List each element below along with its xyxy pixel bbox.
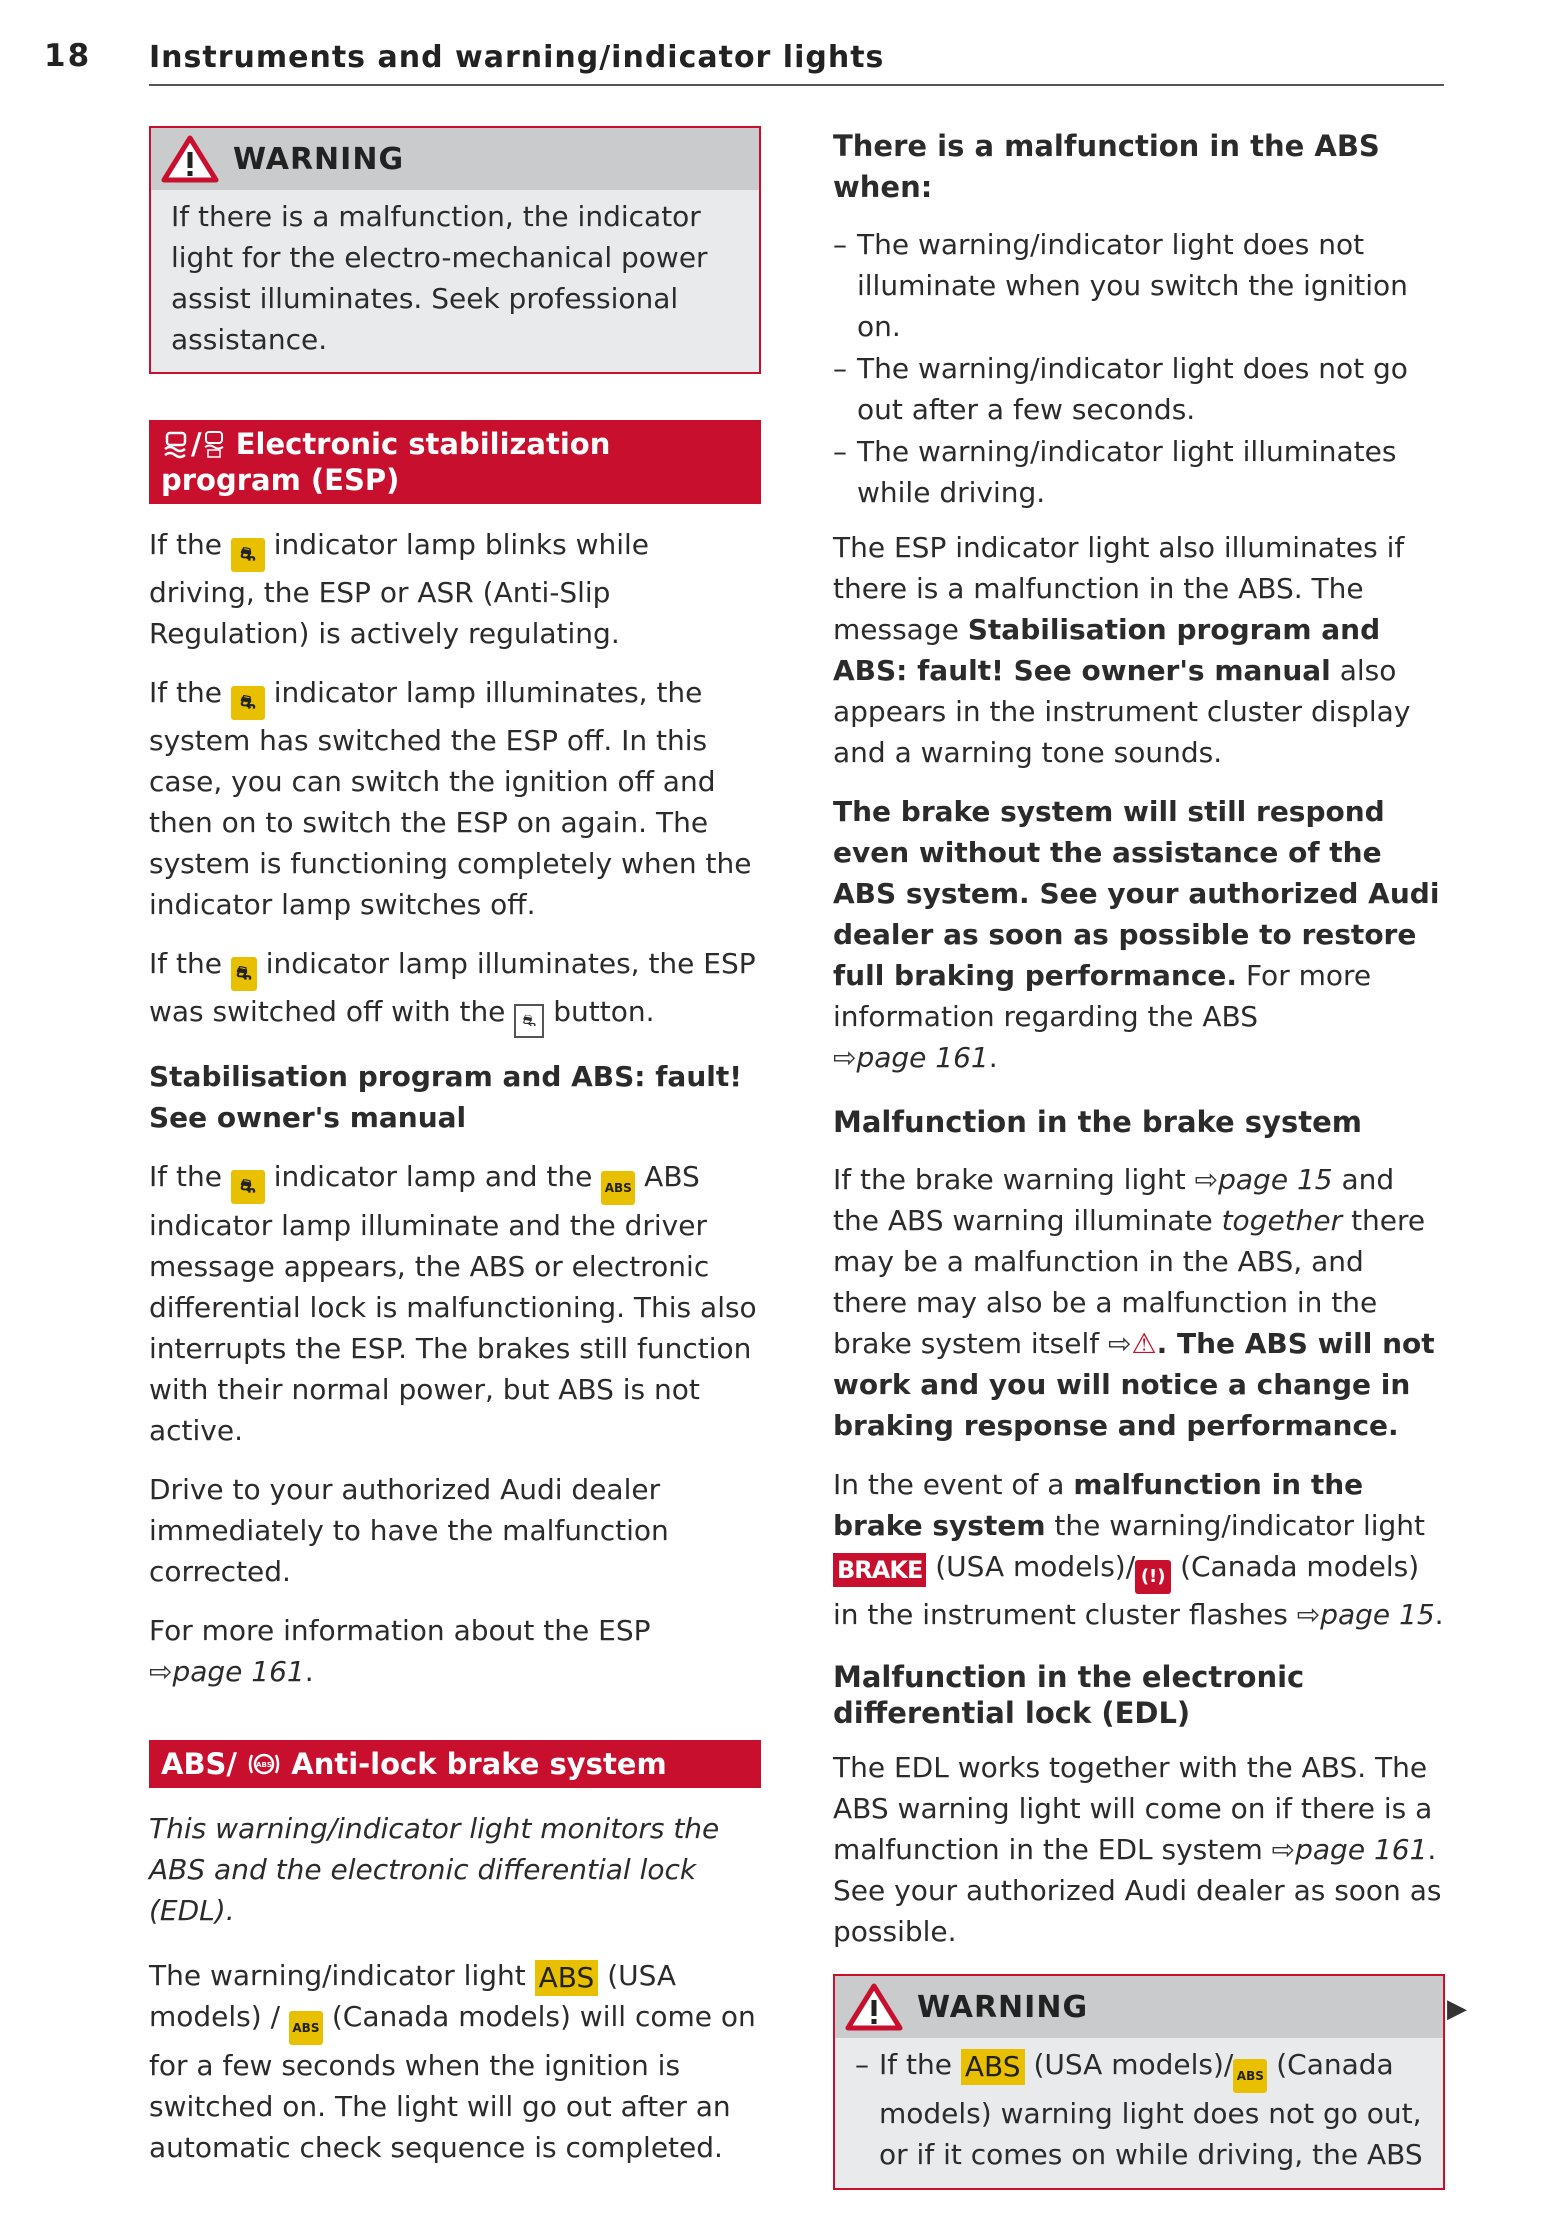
page-reference-link[interactable]: page 161 <box>172 1655 305 1688</box>
warning-triangle-icon <box>161 135 219 183</box>
esp-illuminate-paragraph <box>149 672 761 925</box>
svg-text:ABS: ABS <box>256 1761 273 1769</box>
brake-malfunction-paragraph <box>833 1159 1445 1446</box>
page-reference-link[interactable]: page 161 <box>856 1041 989 1074</box>
text: (Canada models) will come on for a few seconds when the ignition is switched on. The light will go out after an automatic check sequence is completed. <box>149 2000 756 2164</box>
text: The EDL works together with the ABS. The ABS warning light will come on if there is a malfunction in the EDL system <box>833 1751 1433 1866</box>
text: If the <box>149 947 222 980</box>
brake-canada-lamp-icon: (!) <box>1135 1560 1171 1594</box>
esp-icon-separator: / <box>191 427 202 461</box>
abs-lamp-icon: ABS <box>601 1171 635 1205</box>
text: The brake system will still respond even without the assistance of the ABS system. See your authorized Audi dealer as soon as possible to restore full braking performance. <box>833 795 1440 992</box>
esp-off-lamp-icon: ⛐ <box>231 957 257 991</box>
text: If the <box>149 1160 222 1193</box>
esp-also-paragraph <box>833 527 1445 773</box>
page-number: 18 <box>44 38 92 74</box>
arrow-icon: ⇨ <box>1108 1327 1132 1360</box>
text: also appears in the instrument cluster display and a warning tone sounds. <box>833 654 1411 769</box>
continue-arrow-icon: ▶ <box>1447 1994 1467 2024</box>
list-item: – The warning/indicator light does not illuminate when you switch the ignition on. <box>833 224 1445 347</box>
brake-malfunction-heading: Malfunction in the brake system <box>833 1105 1362 1139</box>
edl-paragraph <box>833 1747 1445 1952</box>
brake-still-paragraph <box>833 791 1445 1078</box>
page-reference-link[interactable]: page 15 <box>1218 1163 1333 1196</box>
text: If the <box>149 676 222 709</box>
text: there may be a malfunction in the ABS, and there may also be a malfunction in the brake system itself <box>833 1204 1426 1360</box>
text: (USA models) / <box>149 1959 677 2033</box>
warning-header <box>151 128 759 190</box>
text: . The ABS will not work and you will notice a change in braking response and performance. <box>833 1327 1435 1442</box>
list-item: – The warning/indicator light illuminates while driving. <box>833 431 1445 513</box>
esp-off-button-icon: ⛐ <box>514 1004 544 1038</box>
warning-box-abs <box>833 1974 1445 2190</box>
warning-text: If there is a malfunction, the indicator light for the electro-mechanical power assist illuminates. Seek professional assistance. <box>171 200 708 356</box>
warning-body <box>151 190 759 372</box>
text: For more information about the ESP <box>149 1614 651 1647</box>
page-reference-link[interactable]: page 161 <box>1295 1833 1428 1866</box>
text: If the <box>149 528 222 561</box>
left-column <box>149 126 761 2186</box>
text: If the <box>879 2048 952 2081</box>
section-title-esp: Electronic stabilization program (ESP) <box>161 427 611 497</box>
text: (Canada models) in the instrument cluster flashes <box>833 1550 1420 1631</box>
text: malfunction in the brake system <box>833 1468 1364 1542</box>
page-title: Instruments and warning/indicator lights <box>149 40 885 75</box>
fault-heading: Stabilisation program and ABS: fault! See owner's manual <box>149 1060 743 1134</box>
arrow-icon: ⇨ <box>149 1655 173 1688</box>
warning-label: WARNING <box>233 141 405 177</box>
page-reference-link[interactable]: page 15 <box>1320 1598 1435 1631</box>
more-esp-paragraph <box>149 1610 761 1692</box>
arrow-icon: ⇨ <box>1296 1598 1321 1631</box>
esp-off-icon <box>202 429 226 459</box>
arrow-icon: ⇨ <box>833 1041 857 1074</box>
text: . See your authorized Audi dealer as soon as possible. <box>833 1833 1442 1948</box>
warning-label: WARNING <box>917 1989 1089 2025</box>
arrow-icon: ⇨ <box>1271 1833 1296 1866</box>
text: and the ABS warning illuminate <box>833 1163 1395 1237</box>
brake-usa-indicator: BRAKE <box>833 1553 926 1587</box>
warning-triangle-icon <box>845 1983 903 2031</box>
abs-malfunction-heading: There is a malfunction in the ABS when: <box>833 129 1380 204</box>
text: (USA models)/ <box>1033 2048 1234 2081</box>
text: In the event of a <box>833 1468 1065 1501</box>
abs-circle-icon <box>247 1749 281 1779</box>
text: (Canada models) warning light does not go out, or if it comes on while driving, the ABS <box>879 2048 1423 2171</box>
warning-list <box>855 2044 1423 2175</box>
abs-canada-lamp-icon: ABS <box>1233 2059 1267 2093</box>
esp-car-icon <box>161 429 191 459</box>
warning-box-power-assist <box>149 126 761 374</box>
abs-canada-lamp-icon: ABS <box>289 2011 323 2045</box>
abs-light-paragraph <box>149 1955 761 2168</box>
text: ABS indicator lamp illuminate and the driver message appears, the ABS or electronic differential lock is malfunctioning. This also interrupts the ESP. The brakes still function with their normal power, but ABS is not active. <box>149 1160 757 1447</box>
header-rule <box>149 84 1444 86</box>
drive-paragraph: Drive to your authorized Audi dealer immediately to have the malfunction corrected. <box>149 1473 669 1588</box>
edl-heading: Malfunction in the electronic differential lock (EDL) <box>833 1660 1305 1730</box>
text: If the brake warning light <box>833 1163 1186 1196</box>
warning-header <box>835 1976 1443 2038</box>
text: indicator lamp illuminates, the ESP was switched off with the <box>149 947 756 1028</box>
text: (USA models)/ <box>935 1550 1136 1583</box>
text: . <box>304 1655 314 1688</box>
text: indicator lamp illuminates, the system has switched the ESP off. In this case, you can switch the ignition off and then on to switch the ESP on again. The system is functioning completely when the indicator lamp switches off. <box>149 676 752 921</box>
section-header-esp <box>149 420 761 504</box>
text: . <box>988 1041 998 1074</box>
section-header-abs <box>149 1740 761 1788</box>
warning-triangle-ref-icon[interactable]: ⚠ <box>1131 1327 1157 1360</box>
abs-malfunction-list <box>833 224 1445 513</box>
text: The warning/indicator light <box>149 1959 526 1992</box>
list-item <box>855 2044 1423 2175</box>
brake-event-paragraph <box>833 1464 1445 1635</box>
section-title-abs: Anti-lock brake system <box>291 1747 667 1781</box>
text: button. <box>553 995 655 1028</box>
text: For more information regarding the ABS <box>833 959 1372 1033</box>
abs-prefix: ABS/ <box>161 1747 238 1781</box>
text: indicator lamp blinks while driving, the ESP or ASR (Anti-Slip Regulation) is actively regulating. <box>149 528 650 650</box>
text: indicator lamp and the <box>273 1160 593 1193</box>
text: . <box>1434 1598 1444 1631</box>
warning-body <box>835 2038 1443 2188</box>
list-item: – The warning/indicator light does not go out after a few seconds. <box>833 348 1445 430</box>
esp-lamp-icon: ⛐ <box>231 1170 265 1204</box>
right-column <box>833 126 1445 2236</box>
text: the warning/indicator light <box>1054 1509 1426 1542</box>
abs-intro-paragraph: This warning/indicator light monitors the ABS and the electronic differential lock (EDL). <box>149 1812 720 1927</box>
driver-message-text: Stabilisation program and ABS: fault! See owner's manual <box>833 613 1381 687</box>
esp-off-paragraph <box>149 943 761 1038</box>
abs-usa-indicator: ABS <box>961 2049 1025 2085</box>
text: together <box>1221 1204 1343 1237</box>
arrow-icon: ⇨ <box>1194 1163 1219 1196</box>
esp-blink-paragraph <box>149 524 761 654</box>
fault-paragraph <box>149 1156 761 1451</box>
text: The ESP indicator light also illuminates if there is a malfunction in the ABS. The message <box>833 531 1405 646</box>
esp-lamp-icon: ⛐ <box>231 686 265 720</box>
esp-lamp-icon: ⛐ <box>231 538 265 572</box>
abs-usa-indicator: ABS <box>535 1960 599 1996</box>
